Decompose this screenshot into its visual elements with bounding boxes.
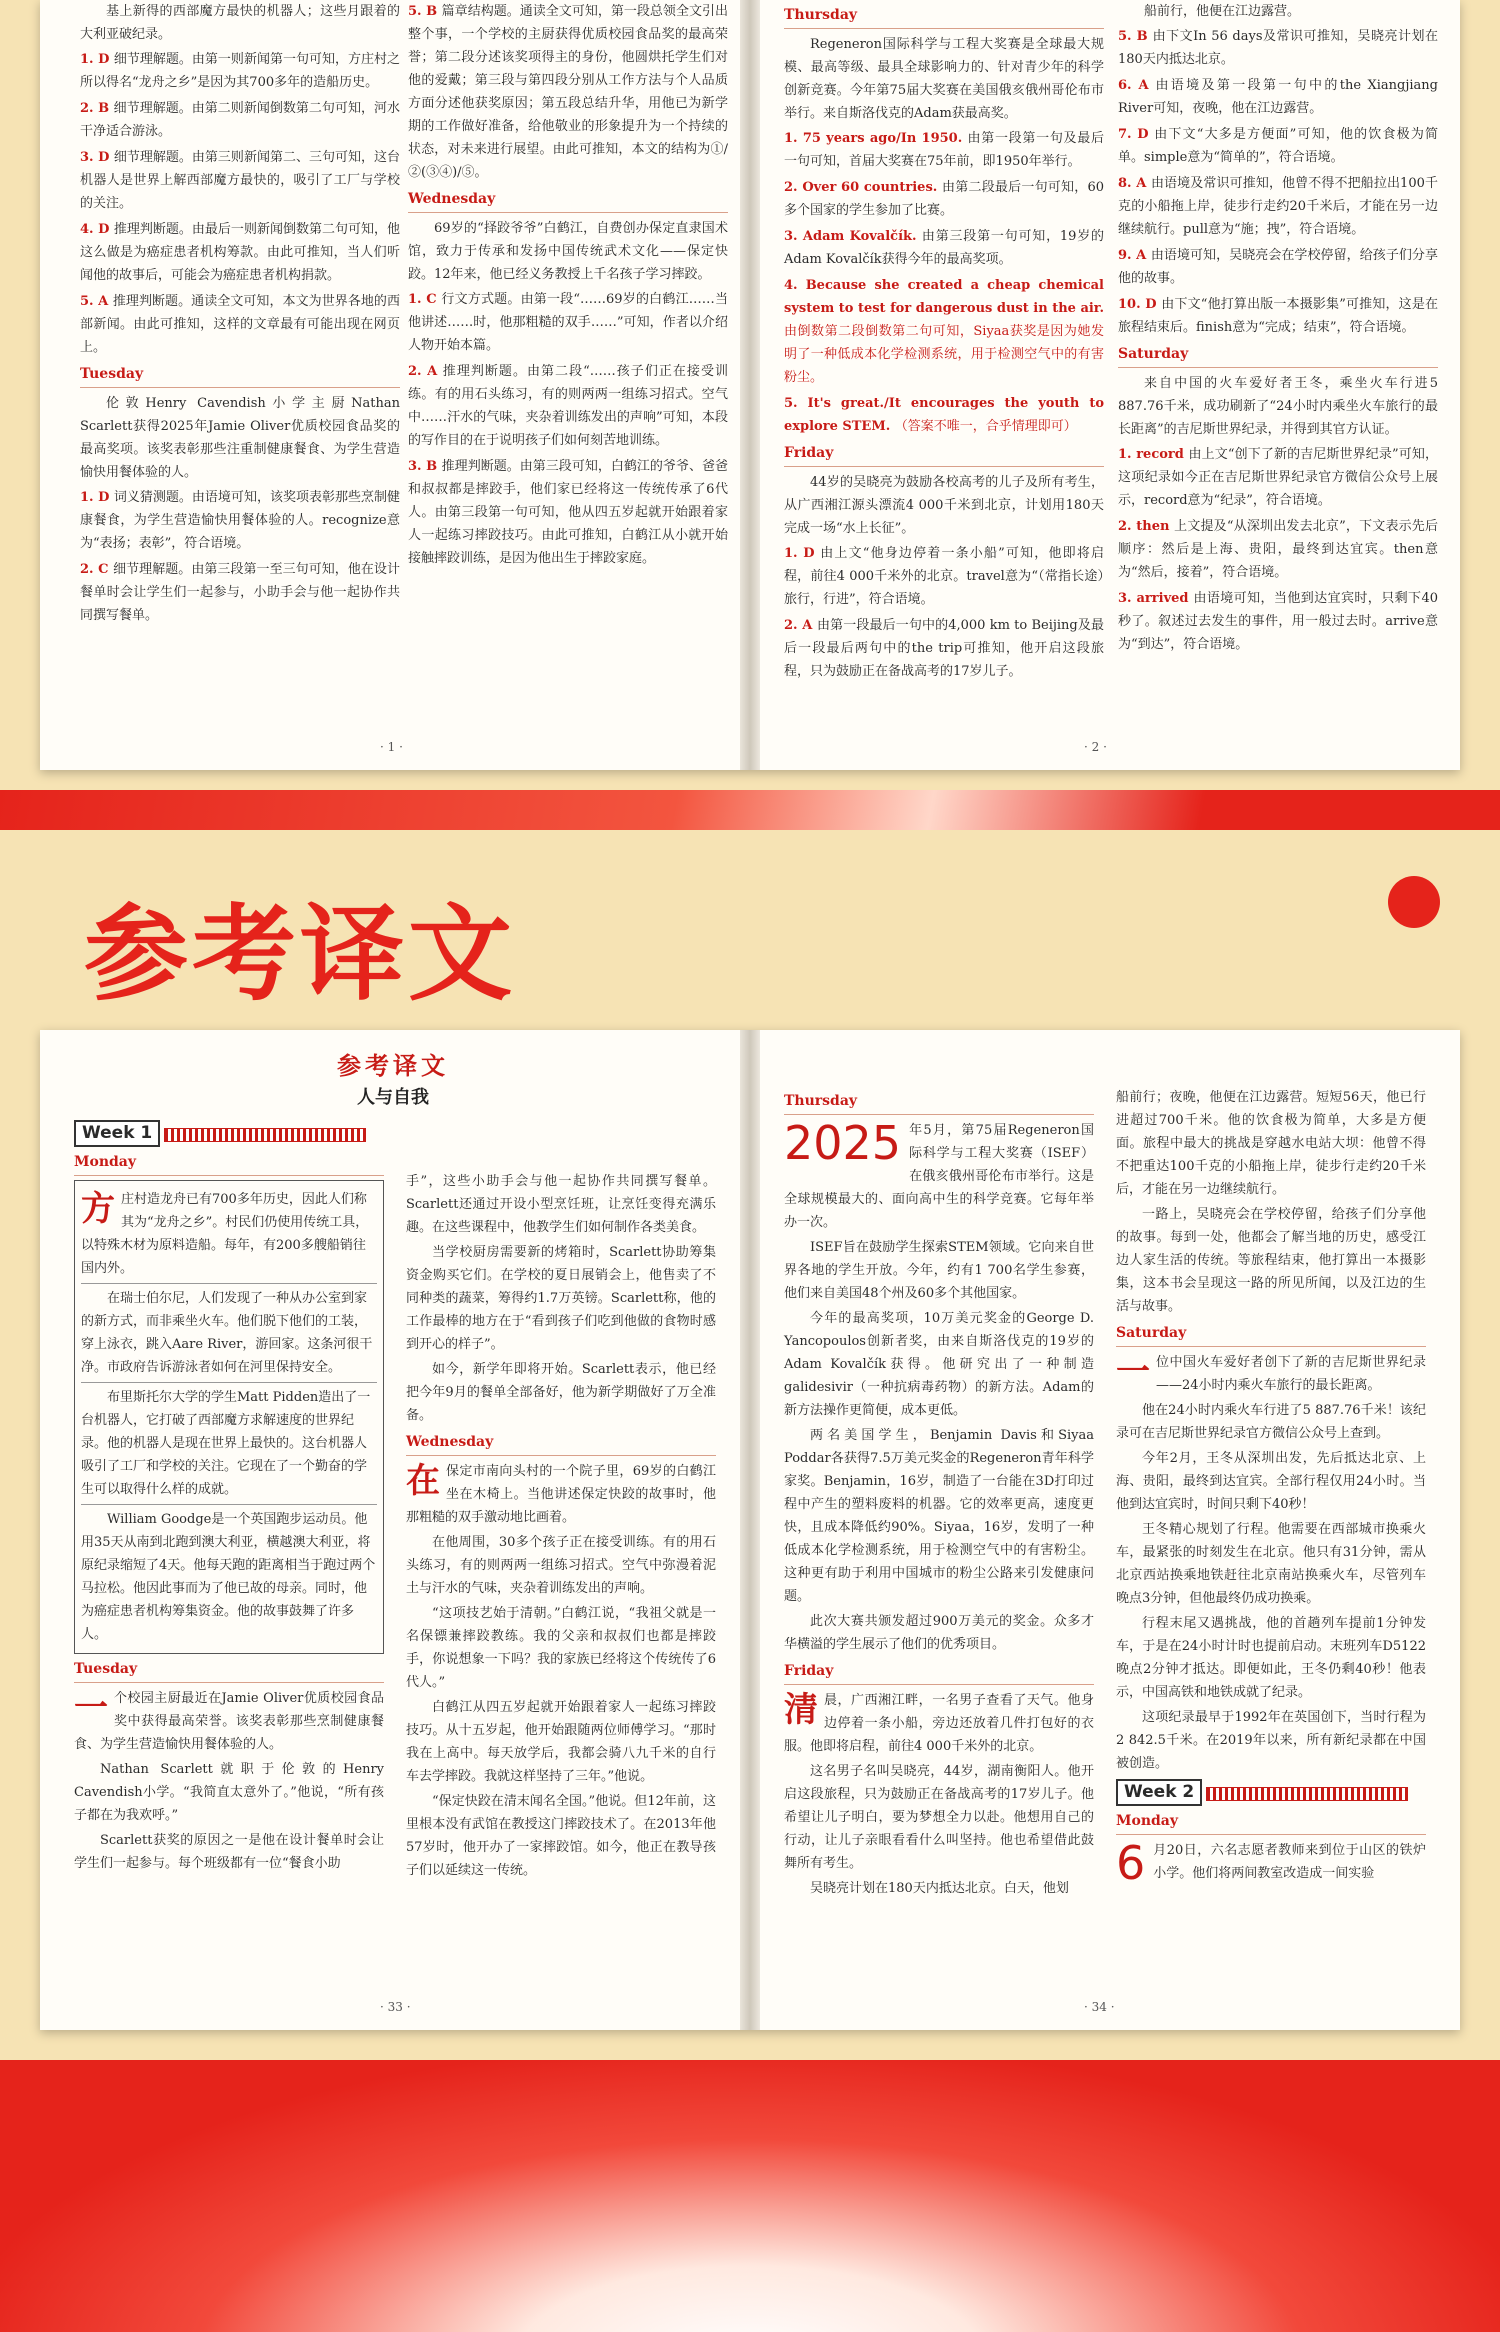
news-item	[81, 1383, 377, 1505]
answer-column	[80, 0, 400, 630]
paragraph: 保定市南向头村的一个院子里，69岁的白鹤江坐在木椅上。当他讲述保定快跤的故事时，他那粗糙的双手激动地比画着。	[406, 1464, 716, 1525]
answer-item	[784, 176, 1104, 222]
paragraph: 白鹤江从四五岁起就开始跟着家人一起练习摔跤技巧。从十五岁起，他开始跟随两位师傅学习。“那时我在上高中。每天放学后，我都会骑八九千米的自行车去学摔跤。我就这样坚持了三年。”他说。	[406, 1700, 716, 1784]
answer-column	[408, 0, 728, 573]
paragraph: 船前行，他便在江边露营。	[1144, 4, 1301, 19]
answer-explanation: （答案不唯一，合乎情理即可）	[894, 419, 1077, 434]
paragraph: 当学校厨房需要新的烤箱时，Scarlett协助筹集资金购买它们。在学校的夏日展销会上，他售卖了不同种类的蔬菜，筹得约1.7万英镑。Scarlett称，他的工作最棒的地方在于“看到孩子们吃到他做的食物时感到开心的样子”。	[406, 1245, 716, 1352]
answer-explanation: 上文提及“从深圳出发去北京”，下文表示先后顺序：然后是上海、贵阳，最终到达宜宾。then意为“然后，接着”，符合语境。	[1118, 519, 1438, 580]
answer-explanation: 由第一段第一句及最后一句可知，首届大奖赛在75年前，即1950年举行。	[784, 131, 1104, 169]
page-number: · 1 ·	[380, 740, 403, 754]
section-heading: 参考译文	[84, 893, 517, 1015]
answer-number: 4. D	[80, 222, 114, 237]
paragraph: Regeneron国际科学与工程大奖赛是全球最大规模、最高等级、最具全球影响力的、针对青少年的科学创新竞赛。今年第75届大奖赛在美国俄亥俄州哥伦布市举行。来自斯洛伐克的Adam获最高奖。	[784, 37, 1104, 121]
answer-explanation: 由语境及常识可推知，他曾不得不把船拉出100千克的小船拖上岸，徒步行走约20千米后，才能在另一边继续航行。pull意为“施；拽”，符合语境。	[1118, 176, 1438, 237]
answer-explanation: 由上文“创下了新的吉尼斯世界纪录”可知，这项纪录如今正在吉尼斯世界纪录官方微信公众号上展示，record意为“纪录”，符合语境。	[1118, 447, 1438, 508]
answer-number: 5. B	[408, 4, 442, 19]
paragraph: 吴晓亮计划在180天内抵达北京。白天，他划	[810, 1881, 1069, 1896]
page-number: · 33 ·	[380, 2000, 411, 2014]
answer-explanation: 细节理解题。由第一则新闻第一句可知，方庄村之所以得名“龙舟之乡”是因为其700多年的造船历史。	[80, 52, 400, 90]
answer-number: 7. D	[1118, 127, 1155, 142]
answer-number: 2. Over 60 countries.	[784, 180, 943, 195]
answer-number: 10. D	[1118, 297, 1162, 312]
answer-number: 1. D	[784, 546, 821, 561]
news-box	[74, 1180, 384, 1654]
translation-subtitle: 人与自我	[357, 1087, 429, 1108]
answer-explanation: 由上文“他身边停着一条小船”可知，他即将启程，前往4 000千米外的北京。travel意为“（常指长途）旅行，行进”，符合语境。	[784, 546, 1104, 607]
answer-item	[80, 290, 400, 359]
answer-item	[80, 558, 400, 627]
translation-page-left	[40, 1030, 746, 2030]
answer-number: 2. then	[1118, 519, 1175, 534]
answer-explanation: 细节理解题。由第三则新闻第二、三句可知，这台机器人是世界上解西部魔方最快的，吸引了工厂与学校的关注。	[80, 150, 400, 211]
answer-explanation: 细节理解题。由第三段第一至三句可知，他在设计餐单时会让学生们一起参与，小助手会与他一起协作共同撰写餐单。	[80, 562, 400, 623]
day-heading: Saturday	[1118, 343, 1438, 368]
answer-explanation: 推理判断题。由第二段“……孩子们正在接受训练。有的用石头练习，有的则两两一组练习招式。空气中……汗水的气味，夹杂着训练发出的声响”可知，本段的写作目的在于说明孩子们如何刻苦地训练。	[408, 364, 728, 448]
answer-explanation: 由倒数第二段倒数第二句可知，Siyaa获奖是因为她发明了一种低成本化学检测系统，用于检测空气中的有害粉尘。	[784, 324, 1104, 385]
day-heading: Thursday	[784, 1090, 1094, 1115]
answer-number: 3. Adam Kovalčík.	[784, 229, 922, 244]
answer-item	[1118, 172, 1438, 241]
paragraph: 69岁的“择跤爷爷”白鹤江，自费创办保定直隶国术馆，致力于传承和发扬中国传统武术文化——保定快跤。12年来，他已经义务教授上千名孩子学习摔跤。	[408, 221, 728, 282]
answer-explanation: 细节理解题。由第二则新闻倒数第二句可知，河水干净适合游泳。	[80, 101, 400, 139]
answer-number: 1. D	[80, 490, 114, 505]
paragraph: 来自中国的火车爱好者王冬，乘坐火车行进5 887.76千米，成功刷新了“24小时内乘坐火车旅行的最长距离”的吉尼斯世界纪录，并得到其官方认证。	[1118, 376, 1438, 437]
answer-number: 3. arrived	[1118, 591, 1194, 606]
answer-explanation: 由下文“他打算出版一本摄影集”可推知，这是在旅程结束后。finish意为“完成；结束”，符合语境。	[1118, 297, 1438, 335]
answer-item	[784, 542, 1104, 611]
answer-item	[1118, 244, 1438, 290]
translation-column	[74, 1120, 384, 1877]
drop-cap: 清	[784, 1690, 818, 1730]
answer-explanation: 由语境可知，当他到达宜宾时，只剩下40秒了。叙述过去发生的事件，用一般过去时。arrive意为“到达”，符合语境。	[1118, 591, 1438, 652]
paragraph: 位中国火车爱好者创下了新的吉尼斯世界纪录——24小时内乘火车旅行的最长距离。	[1156, 1355, 1426, 1393]
paragraph: 如今，新学年即将开始。Scarlett表示，他已经把今年9月的餐单全部备好，他为新学期做好了万全准备。	[406, 1362, 716, 1423]
answer-item	[408, 288, 728, 357]
week-label-bar	[1206, 1787, 1408, 1801]
paragraph: 船前行；夜晚，他便在江边露营。短短56天，他已行进超过700千米。他的饮食极为简单，大多是方便面。旅程中最大的挑战是穿越水电站大坝：他曾不得不把重达100千克的小船拖上岸，徒步行走约20千米后，才能在另一边继续航行。	[1116, 1090, 1426, 1197]
week-label: Week 2	[1116, 1779, 1202, 1806]
answer-number: 5. B	[1118, 29, 1153, 44]
paragraph: Nathan Scarlett就职于伦敦的Henry Cavendish小学。“我简直太意外了。”他说，“所有孩子都在为我欢呼。”	[74, 1762, 384, 1823]
answer-explanation: 由第一段最后一句中的4,000 km to Beijing及最后一段最后两句中的the trip可推知，他开启这段旅程，只为鼓励正在备战高考的17岁儿子。	[784, 618, 1104, 679]
answer-item	[784, 274, 1104, 389]
paragraph: 伦敦Henry Cavendish小学主厨Nathan Scarlett获得2025年Jamie Oliver优质校园食品奖的最高奖项。该奖表彰那些注重制健康餐食、为学生营造愉快用餐体验的人。	[80, 396, 400, 480]
news-item	[81, 1505, 377, 1649]
page-number: · 2 ·	[1084, 740, 1107, 754]
answer-item	[1118, 515, 1438, 584]
answer-number: 2. A	[784, 618, 817, 633]
answer-item	[408, 360, 728, 452]
answer-number: 8. A	[1118, 176, 1151, 191]
news-item	[81, 1284, 377, 1383]
translation-page-right	[754, 1030, 1460, 2030]
translation-title-block	[40, 1046, 746, 1109]
decorative-dot	[1388, 876, 1440, 928]
day-heading: Thursday	[784, 4, 1104, 29]
answer-number: 3. D	[80, 150, 114, 165]
day-heading: Friday	[784, 1660, 1094, 1685]
paragraph: 年5月，第75届Regeneron国际科学与工程大奖赛（ISEF）在俄亥俄州哥伦布市举行。这是全球规模最大的、面向高中生的科学竞赛。它每年举办一次。	[784, 1123, 1094, 1230]
answer-explanation: 由第二段最后一句可知，60多个国家的学生参加了比赛。	[784, 180, 1104, 218]
answer-explanation: 推理判断题。由第三段可知，白鹤江的爷爷、爸爸和叔叔都是摔跤手，他们家已经将这一传统传承了6代人。由第三段第一句可知，他从四五岁起就开始跟着家人一起练习摔跤技巧。由此可推知，白鹤江从小就开始接触摔跤训练，是因为他出生于摔跤家庭。	[408, 459, 728, 566]
drop-cap: 一	[1116, 1352, 1150, 1392]
answer-column	[1118, 0, 1438, 659]
day-heading: Tuesday	[80, 363, 400, 388]
answer-item	[784, 614, 1104, 683]
page-number: · 34 ·	[1084, 2000, 1115, 2014]
paragraph: 44岁的吴晓亮为鼓励各校高考的儿子及所有考生，从广西湘江源头漂流4 000千米到北京，计划用180天完成一场“水上长征”。	[784, 475, 1104, 536]
answer-number: 9. A	[1118, 248, 1151, 263]
answer-item	[1118, 123, 1438, 169]
paragraph: 这项纪录最早于1992年在英国创下，当时行程为2 842.5千米。在2019年以来，所有新纪录都在中国被创造。	[1116, 1710, 1426, 1771]
paragraph: ISEF旨在鼓励学生探索STEM领域。它向来自世界各地的学生开放。今年，约有1 700名学生参赛，他们来自美国48个州及60多个其他国家。	[784, 1240, 1094, 1301]
paragraph: 在他周围，30多个孩子正在接受训练。有的用石头练习，有的则两两一组练习招式。空气中弥漫着泥土与汗水的气味，夹杂着训练发出的声响。	[406, 1535, 716, 1596]
paragraph: 基上新得的西部魔方最快的机器人；这些月跟着的大利亚破纪录。	[80, 4, 400, 42]
drop-cap: 方	[81, 1189, 115, 1229]
drop-cap: 在	[406, 1461, 440, 1501]
answer-column	[784, 0, 1104, 686]
week-label-bar	[164, 1128, 366, 1142]
answer-number: 3. B	[408, 459, 442, 474]
answer-item	[1118, 443, 1438, 512]
answer-item	[1118, 74, 1438, 120]
answer-number: 1. 75 years ago/In 1950.	[784, 131, 968, 146]
answer-item	[1118, 25, 1438, 71]
answer-number: 1. D	[80, 52, 114, 67]
answer-number: 1. C	[408, 292, 442, 307]
answer-item	[1118, 293, 1438, 339]
answer-item	[80, 97, 400, 143]
answer-page-left	[40, 0, 746, 770]
answer-item	[784, 392, 1104, 438]
paragraph: 他在24小时内乘火车行进了5 887.76千米！该纪录可在吉尼斯世界纪录官方微信公众号上查到。	[1116, 1403, 1426, 1441]
answer-number: 5. It's great./It encourages the youth to explore STEM.	[784, 396, 1104, 434]
drop-number: 2025	[784, 1116, 902, 1170]
translation-column	[784, 1086, 1094, 1902]
paragraph: 今年2月，王冬从深圳出发，先后抵达北京、上海、贵阳，最终到达宜宾。全部行程仅用24小时。当他到达宜宾时，时间只剩下40秒！	[1116, 1451, 1426, 1512]
answer-item	[1118, 587, 1438, 656]
answer-number: 4. Because she created a cheap chemical system to test for dangerous dust in the air.	[784, 278, 1104, 316]
paragraph: 手”，这些小助手会与他一起协作共同撰写餐单。Scarlett还通过开设小型烹饪班，让烹饪变得充满乐趣。在这些课程中，他教学生们如何制作各类美食。	[406, 1174, 716, 1235]
answer-item	[408, 0, 728, 184]
answer-explanation: 推理判断题。通读全文可知，本文为世界各地的西部新闻。由此可推知，这样的文章最有可能出现在网页上。	[80, 294, 400, 355]
answer-page-right	[754, 0, 1460, 770]
answer-item	[80, 48, 400, 94]
answer-item	[80, 146, 400, 215]
answer-number: 2. B	[80, 101, 114, 116]
paragraph: 行程末尾又遇挑战，他的首趟列车提前1分钟发车，于是在24小时计时也提前启动。末班列车D5122晚点2分钟才抵达。即便如此，王冬仍剩40秒！他表示，中国高铁和地铁成就了纪录。	[1116, 1616, 1426, 1700]
day-heading: Monday	[1116, 1810, 1426, 1835]
answer-explanation: 推理判断题。由最后一则新闻倒数第二句可知，他这么做是为癌症患者机构筹款。由此可推知，当人们听闻他的故事后，可能会为癌症患者机构捐款。	[80, 222, 400, 283]
paragraph: 这名男子名叫吴晓亮，44岁，湖南衡阳人。他开启这段旅程，只为鼓励正在备战高考的17岁儿子。他希望让儿子明白，要为梦想全力以赴。他想用自己的行动，让儿子亲眼看看什么叫坚持。他也希望借此鼓舞所有考生。	[784, 1764, 1094, 1871]
answer-explanation: 篇章结构题。通读全文可知，第一段总领全文引出整个事，一个学校的主厨获得优质校园食品奖的最高荣誉；第二段分述该奖项得主的身份，他圆烘托学生们对他的爱戴；第三段与第四段分别从工作方法与个人品质方面分述他获奖原因；第五段总结升华，用他已为新学期的工作做好准备，给他敬业的形象提升为一个持续的状态，对未来进行展望。由此可推知，本文的结构为①/②(③④)/⑤。	[408, 4, 728, 180]
answer-number: 1. record	[1118, 447, 1189, 462]
answer-explanation: 由语境可知，吴晓亮会在学校停留，给孩子们分享他的故事。	[1118, 248, 1438, 286]
paragraph: 王冬精心规划了行程。他需要在西部城市换乘火车，最紧张的时刻发生在北京。他只有31分钟，需从北京西站换乘地铁赶往北京南站换乘火车，尽管列车晚点3分钟，但他最终仍成功换乘。	[1116, 1522, 1426, 1606]
answer-explanation: 由下文“大多是方便面”可知，他的饮食极为简单。simple意为“简单的”，符合语境。	[1118, 127, 1438, 165]
answer-explanation: 词义猜测题。由语境可知，该奖项表彰那些烹制健康餐食，为学生营造愉快用餐体验的人。recognize意为“表扬；表彰”，符合语境。	[80, 490, 400, 551]
week-label: Week 1	[74, 1120, 160, 1147]
paragraph: 今年的最高奖项，10万美元奖金的George D. Yancopoulos创新者奖，由来自斯洛伐克的19岁的Adam Kovalčík获得。他研究出了一种制造galidesivir（一种抗病毒药物）的新方法。Adam的新方法操作更简便，成本更低。	[784, 1311, 1094, 1418]
paragraph: 个校园主厨最近在Jamie Oliver优质校园食品奖中获得最高荣誉。该奖表彰那些烹制健康餐食、为学生营造愉快用餐体验的人。	[74, 1691, 384, 1752]
answer-item	[408, 455, 728, 570]
answer-explanation: 由语境及第一段第一句中的the Xiangjiang River可知，夜晚，他在江边露营。	[1118, 78, 1438, 116]
translation-column	[406, 1170, 716, 1884]
answer-number: 5. A	[80, 294, 113, 309]
day-heading: Wednesday	[408, 188, 728, 213]
paragraph: “这项技艺始于清朝。”白鹤江说，“我祖父就是一名保镖兼摔跤教练。我的父亲和叔叔们也都是摔跤手，你说想象一下吗？我的家族已经将这个传统传了6代人。”	[406, 1606, 716, 1690]
news-item	[81, 1185, 377, 1284]
day-heading: Tuesday	[74, 1658, 384, 1683]
decorative-swoosh-bottom	[0, 2060, 1500, 2332]
top-book-spread	[40, 0, 1460, 770]
paragraph: 两名美国学生，Benjamin Davis和Siyaa Poddar各获得7.5万美元奖金的Regeneron青年科学家奖。Benjamin，16岁，制造了一台能在3D打印过程中产生的塑料废料的机器。它的效率更高，速度更快，且成本降低约90%。Siyaa，16岁，发明了一种低成本化学检测系统，用于检测空气中的有害粉尘。这种更有助于利用中国城市的粉尘公路来引发健康问题。	[784, 1428, 1094, 1604]
day-heading: Saturday	[1116, 1322, 1426, 1347]
paragraph: William Goodge是一个英国跑步运动员。他用35天从南到北跑到澳大利亚，横越澳大利亚，将原纪录缩短了4天。他每天跑的距离相当于跑过两个马拉松。他因此事而为了他已故的母亲。同时，他为癌症患者机构筹集资金。他的故事鼓舞了许多人。	[81, 1512, 376, 1642]
drop-cap: 一	[74, 1688, 108, 1728]
day-heading: Monday	[74, 1151, 384, 1176]
paragraph: 此次大赛共颁发超过900万美元的奖金。众多才华横溢的学生展示了他们的优秀项目。	[784, 1614, 1094, 1652]
answer-item	[784, 127, 1104, 173]
paragraph: 布里斯托尔大学的学生Matt Pidden造出了一台机器人，它打破了西部魔方求解速度的世界纪录。他的机器人是现在世界上最快的。这台机器人吸引了工厂和学校的关注。它现在了一个勤奋的学生可以取得什么样的成就。	[81, 1390, 371, 1497]
paragraph: 月20日，六名志愿者教师来到位于山区的铁炉小学。他们将两间教室改造成一间实验	[1153, 1843, 1426, 1881]
answer-number: 6. A	[1118, 78, 1156, 93]
bottom-book-spread	[40, 1030, 1460, 2030]
paragraph: 一路上，吴晓亮会在学校停留，给孩子们分享他的故事。每到一处，他都会了解当地的历史，感受江边人家生活的传统。等旅程结束，他打算出一本摄影集，这本书会呈现这一路的所见所闻，以及江边的生活与故事。	[1116, 1207, 1426, 1314]
paragraph: “保定快跤在清末闻名全国。”他说。但12年前，这里根本没有武馆在教授这门摔跤技术了。在2013年他57岁时，他开办了一家摔跤馆。如今，他正在教导孩子们以延续这一传统。	[406, 1794, 716, 1878]
day-heading: Wednesday	[406, 1431, 716, 1456]
answer-explanation: 由下文In 56 days及常识可推知，吴晓亮计划在180天内抵达北京。	[1118, 29, 1438, 67]
decorative-swoosh	[0, 790, 1500, 830]
translation-title: 参考译文	[337, 1051, 449, 1080]
paragraph: 晨，广西湘江畔，一名男子查看了天气。他身边停着一条小船，旁边还放着几件打包好的衣服。他即将启程，前往4 000千米外的北京。	[784, 1693, 1094, 1754]
answer-explanation: 行文方式题。由第一段“……69岁的白鹤江……当他讲述……时，他那粗糙的双手……”可知，作者以介绍人物开始本篇。	[408, 292, 728, 353]
answer-item	[784, 225, 1104, 271]
answer-number: 2. A	[408, 364, 443, 379]
answer-number: 2. C	[80, 562, 114, 577]
paragraph: Scarlett获奖的原因之一是他在设计餐单时会让学生们一起参与。每个班级都有一位“餐食小助	[74, 1833, 384, 1871]
paragraph: 庄村造龙舟已有700多年历史，因此人们称其为“龙舟之乡”。村民们仍使用传统工具，以特殊木材为原料造船。每年，有200多艘船销往国内外。	[81, 1192, 369, 1276]
paragraph: 在瑞士伯尔尼，人们发现了一种从办公室到家的新方式，而非乘坐火车。他们脱下他们的工装，穿上泳衣，跳入Aare River，游回家。这条河很干净。市政府告诉游泳者如何在河里保持安全。	[81, 1291, 373, 1375]
translation-column	[1116, 1086, 1426, 1890]
drop-number: 6	[1116, 1836, 1146, 1890]
day-heading: Friday	[784, 442, 1104, 467]
answer-item	[80, 218, 400, 287]
answer-item	[80, 486, 400, 555]
answer-explanation: 由第三段第一句可知，19岁的Adam Kovalčík获得今年的最高奖项。	[784, 229, 1104, 267]
